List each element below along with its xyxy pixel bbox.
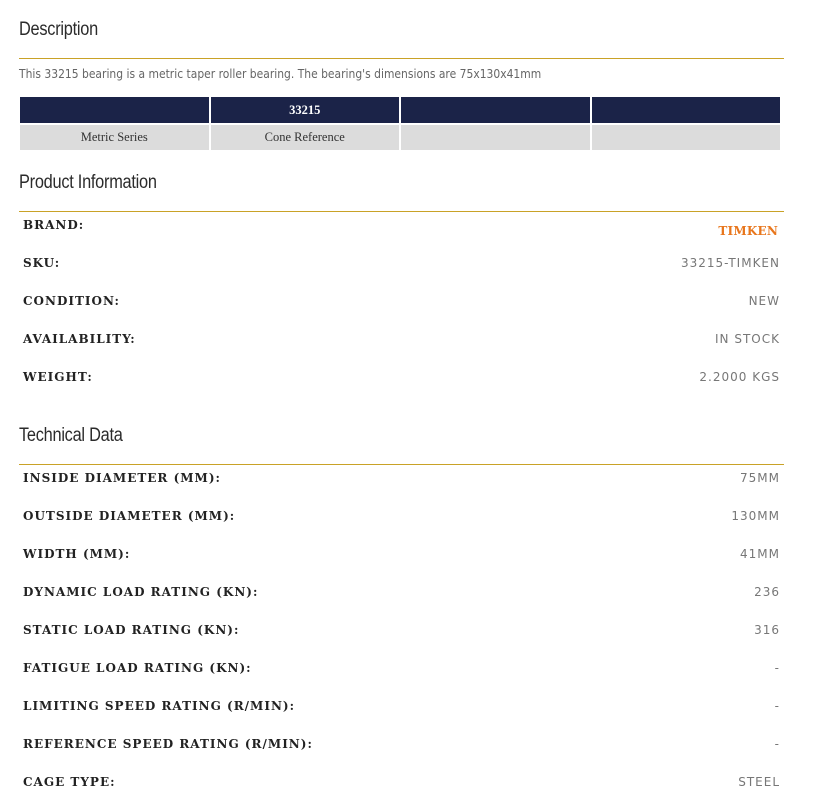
info-value: 2.2000 KGS bbox=[699, 370, 780, 384]
tech-label: DYNAMIC LOAD RATING (KN): bbox=[23, 585, 259, 599]
reference-table-sub-row bbox=[20, 125, 782, 150]
tech-value: - bbox=[774, 699, 780, 713]
tech-row-cage-type bbox=[19, 772, 784, 792]
brand-link[interactable]: TIMKEN bbox=[718, 224, 778, 238]
tech-value: - bbox=[774, 737, 780, 751]
reference-table-header-cell bbox=[20, 97, 209, 123]
tech-label: OUTSIDE DIAMETER (MM): bbox=[23, 509, 236, 523]
reference-table-header-cell bbox=[401, 97, 590, 123]
tech-row-inside-diameter bbox=[19, 468, 784, 488]
reference-table bbox=[20, 97, 782, 150]
reference-table-sub-cell bbox=[592, 125, 781, 150]
info-label: BRAND: bbox=[23, 218, 85, 232]
reference-table-sub-cell: Cone Reference bbox=[211, 125, 400, 150]
info-row-weight bbox=[19, 367, 784, 387]
tech-value: 75MM bbox=[740, 471, 780, 485]
info-value: 33215-TIMKEN bbox=[680, 256, 780, 270]
info-label: AVAILABILITY: bbox=[23, 332, 136, 346]
tech-value: - bbox=[774, 661, 780, 675]
tech-label: WIDTH (MM): bbox=[23, 547, 131, 561]
description-divider bbox=[19, 58, 784, 59]
reference-table-sub-cell: Metric Series bbox=[20, 125, 209, 150]
tech-label: STATIC LOAD RATING (KN): bbox=[23, 623, 240, 637]
info-row-condition bbox=[19, 291, 784, 311]
tech-value: 316 bbox=[754, 623, 780, 637]
tech-label: CAGE TYPE: bbox=[23, 775, 116, 789]
technical-data-title: Technical Data bbox=[19, 425, 123, 446]
tech-row-outside-diameter bbox=[19, 506, 784, 526]
tech-value: 130MM bbox=[731, 509, 780, 523]
description-title: Description bbox=[19, 19, 98, 40]
tech-row-dynamic-load bbox=[19, 582, 784, 602]
reference-table-header-cell bbox=[592, 97, 781, 123]
tech-label: LIMITING SPEED RATING (R/MIN): bbox=[23, 699, 296, 713]
tech-value: 41MM bbox=[740, 547, 780, 561]
tech-row-width bbox=[19, 544, 784, 564]
info-label: CONDITION: bbox=[23, 294, 120, 308]
tech-row-fatigue-load bbox=[19, 658, 784, 678]
reference-table-sub-cell bbox=[401, 125, 590, 150]
description-text: This 33215 bearing is a metric taper roller bearing. The bearing's dimensions are 75x130x41mm bbox=[19, 66, 542, 81]
product-info-divider bbox=[19, 211, 784, 212]
info-row-availability bbox=[19, 329, 784, 349]
info-label: SKU: bbox=[23, 256, 61, 270]
technical-data-divider bbox=[19, 464, 784, 465]
info-value: NEW bbox=[748, 294, 780, 308]
tech-row-reference-speed bbox=[19, 734, 784, 754]
tech-label: REFERENCE SPEED RATING (R/MIN): bbox=[23, 737, 313, 751]
tech-row-limiting-speed bbox=[19, 696, 784, 716]
product-info-title: Product Information bbox=[19, 172, 157, 193]
tech-label: INSIDE DIAMETER (MM): bbox=[23, 471, 221, 485]
info-row-brand bbox=[19, 215, 784, 238]
tech-row-static-load bbox=[19, 620, 784, 640]
tech-value: STEEL bbox=[738, 775, 780, 789]
reference-table-header-row bbox=[20, 97, 782, 123]
tech-value: 236 bbox=[754, 585, 780, 599]
reference-table-header-cell: 33215 bbox=[211, 97, 400, 123]
info-label: WEIGHT: bbox=[23, 370, 93, 384]
info-value: IN STOCK bbox=[715, 332, 780, 346]
info-row-sku bbox=[19, 253, 784, 273]
tech-label: FATIGUE LOAD RATING (KN): bbox=[23, 661, 252, 675]
